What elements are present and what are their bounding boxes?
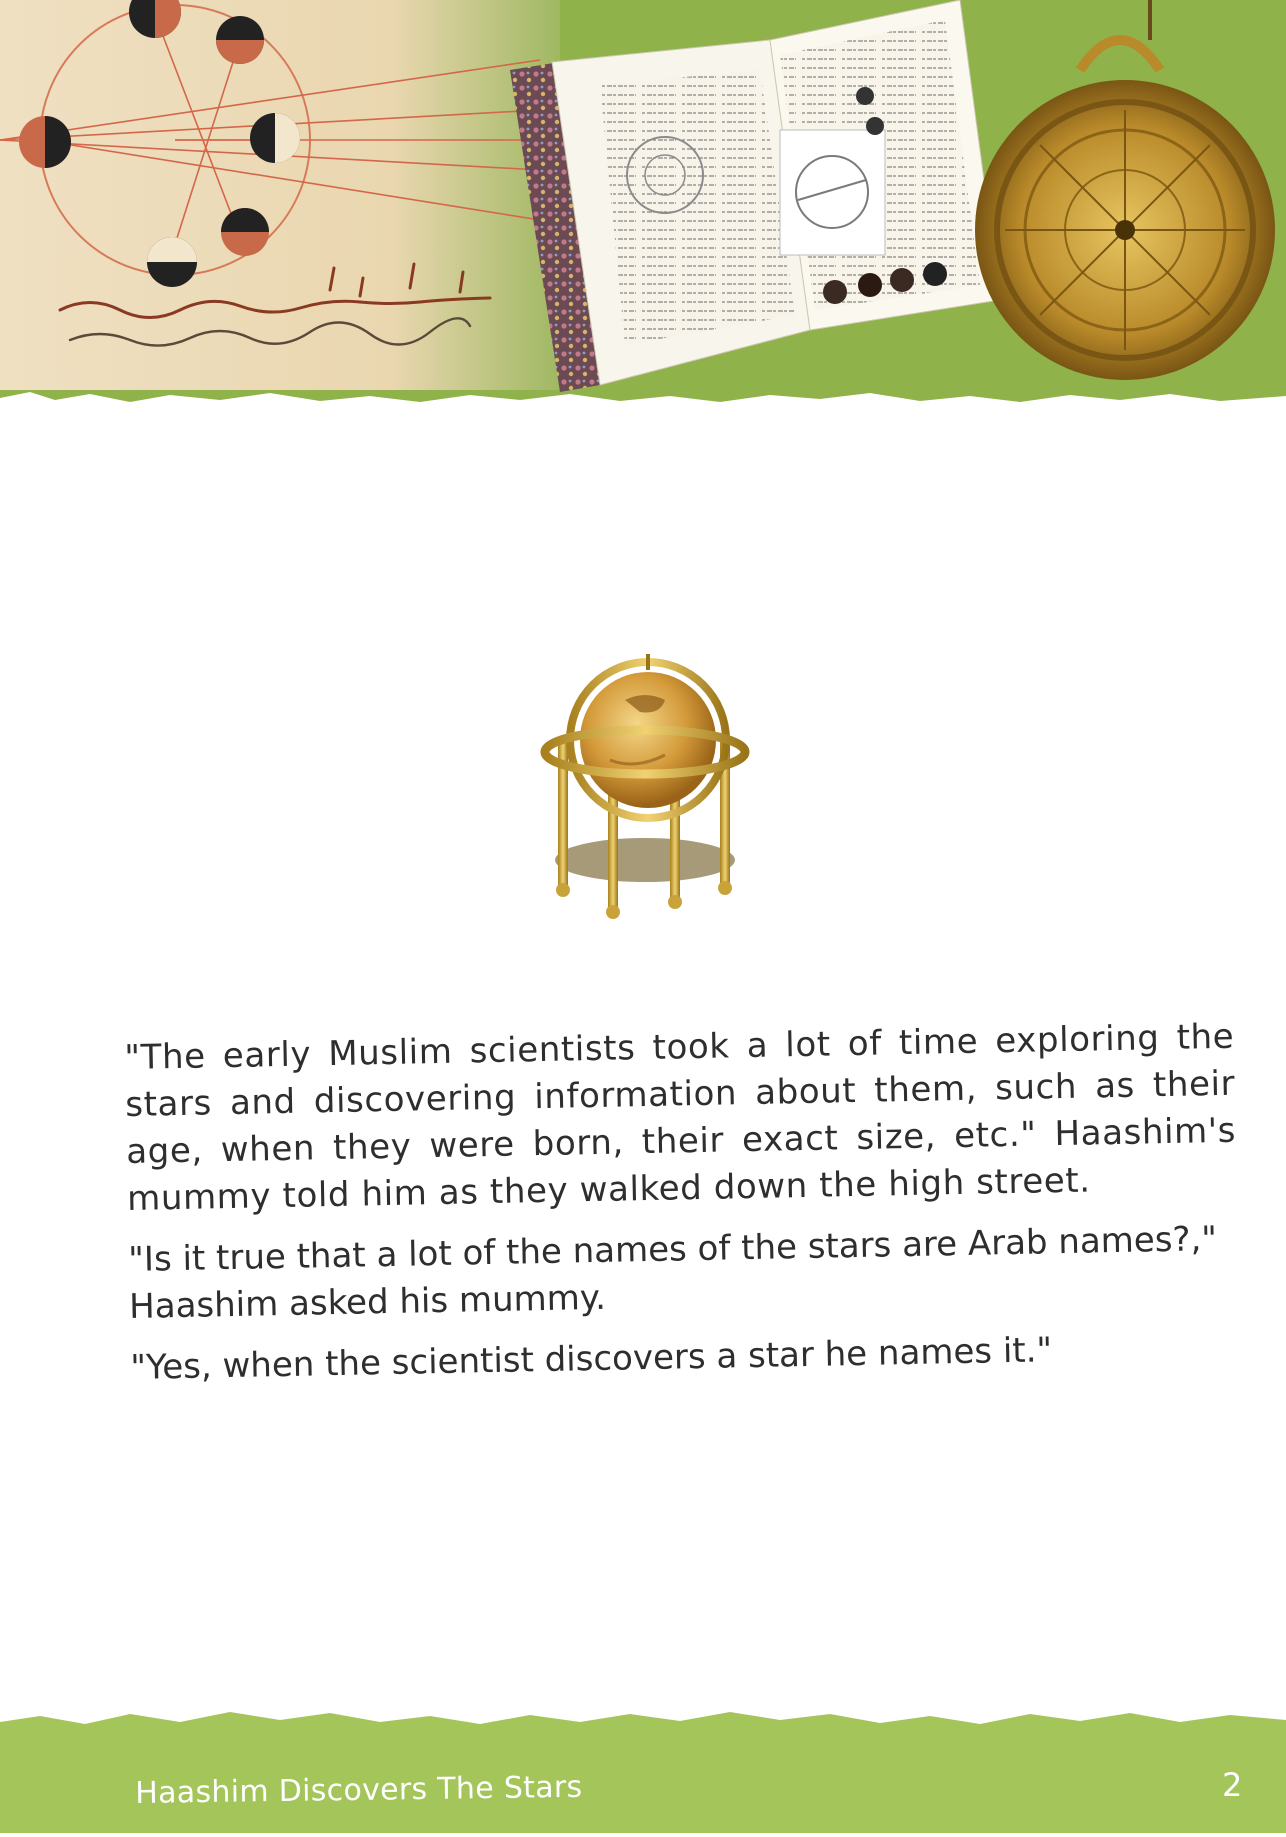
story-paragraph-1: "The early Muslim scientists took a lot of time exploring the stars and discovering information about them, such as their age, when they were born, their exact size, etc." Haashim's mummy told him as they walked down the high street. [124, 1016, 1237, 1219]
book-title: Haashim Discovers The Stars [135, 1769, 583, 1811]
page-number: 2 [1222, 1766, 1243, 1804]
story-paragraph-3: "Yes, when the scientist discovers a star he names it." [130, 1330, 1053, 1388]
header-banner [0, 0, 1286, 430]
story-paragraph-2: "Is it true that a lot of the names of the stars are Arab names?," Haashim asked his mummy. [127, 1219, 1218, 1327]
story-text [124, 1014, 1241, 1406]
celestial-globe-illustration [530, 640, 760, 920]
footer-band [0, 1700, 1286, 1833]
moon-phase-diagram-illustration [0, 0, 560, 390]
